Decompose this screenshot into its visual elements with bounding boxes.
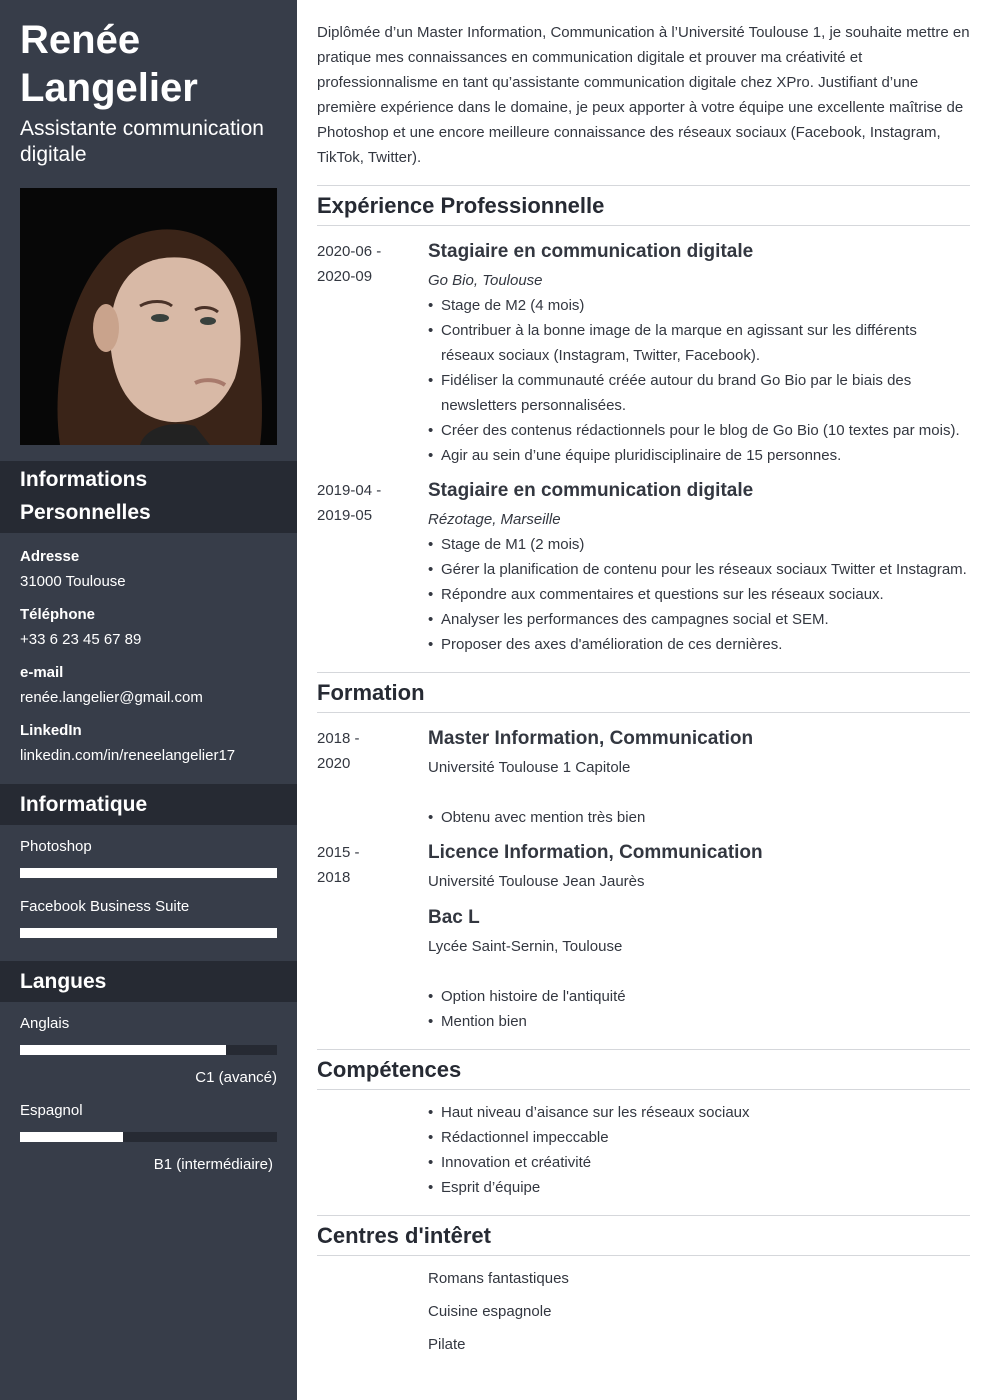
section-heading: Formation	[317, 672, 970, 713]
section-heading: Expérience Professionnelle	[317, 185, 970, 226]
list-item: • Analyser les performances des campagnes social et SEM.	[428, 607, 970, 632]
personal-info-heading: Informations Personnelles	[0, 461, 297, 533]
it-skills-heading: Informatique	[0, 784, 297, 825]
entry-bullets	[428, 984, 970, 1034]
entry-title: Bac L	[428, 907, 480, 928]
list-item: • Répondre aux commentaires et questions sur les réseaux sociaux.	[428, 582, 970, 607]
email-field: e-mail renée.langelier@gmail.com	[20, 664, 203, 706]
interests-section	[317, 1215, 970, 1357]
list-item: • Stage de M1 (2 mois)	[428, 532, 970, 557]
list-item: • Mention bien	[428, 1009, 970, 1034]
first-name: Renée	[20, 18, 141, 62]
phone-field: Téléphone +33 6 23 45 67 89	[20, 606, 142, 648]
list-item: • Gérer la planification de contenu pour les réseaux sociaux Twitter et Instagram.	[428, 557, 970, 582]
personal-info	[0, 533, 297, 766]
it-skill-item: Facebook Business Suite	[20, 897, 277, 938]
language-bar	[20, 1132, 277, 1142]
list-item: • Haut niveau d’aisance sur les réseaux sociaux	[428, 1100, 970, 1125]
profile-photo	[20, 188, 277, 445]
section-heading: Centres d'intêret	[317, 1215, 970, 1256]
experience-entry	[317, 478, 970, 657]
skills-section	[317, 1049, 970, 1200]
linkedin-field: LinkedIn linkedin.com/in/reneelangelier17	[20, 722, 236, 764]
list-item: • Stage de M2 (4 mois)	[428, 293, 970, 318]
list-item: • Innovation et créativité	[428, 1150, 970, 1175]
entry-date: 2015 - 2018	[317, 844, 360, 886]
skill-bar	[20, 928, 277, 938]
education-entry	[317, 840, 970, 1034]
languages	[0, 1002, 297, 1175]
list-item: • Proposer des axes d'amélioration de ces dernières.	[428, 632, 970, 657]
address-field: Adresse 31000 Toulouse	[20, 548, 126, 590]
list-item: • Créer des contenus rédactionnels pour le blog de Go Bio (10 textes par mois).	[428, 418, 970, 443]
list-item: • Esprit d’équipe	[428, 1175, 970, 1200]
entry-date: 2019-04 - 2019-05	[317, 482, 382, 524]
list-item: • Obtenu avec mention très bien	[428, 805, 970, 830]
it-skill-item: Photoshop	[20, 837, 277, 878]
entry-title: Licence Information, Communication	[428, 842, 763, 863]
entry-school: Université Toulouse Jean Jaurès	[428, 873, 645, 890]
entry-title: Stagiaire en communication digitale	[428, 241, 754, 262]
last-name: Langelier	[20, 66, 198, 110]
interest-item: Romans fantastiques	[428, 1270, 569, 1287]
entry-date: 2018 - 2020	[317, 730, 360, 772]
education-entry	[317, 726, 970, 830]
interest-item: Cuisine espagnole	[428, 1303, 552, 1320]
list-item: • Agir au sein d’une équipe pluridisciplinaire de 15 personnes.	[428, 443, 970, 468]
entry-company: Go Bio, Toulouse	[428, 272, 543, 289]
list-item: • Option histoire de l'antiquité	[428, 984, 970, 1009]
entry-bullets	[428, 293, 970, 468]
interests-list	[428, 1266, 970, 1357]
list-item: • Contribuer à la bonne image de la marque en agissant sur les différents réseaux sociaux (Instagram, Twitter, Facebook).	[428, 318, 970, 368]
entry-title: Master Information, Communication	[428, 728, 754, 749]
entry-school: Université Toulouse 1 Capitole	[428, 759, 631, 776]
education-section	[317, 672, 970, 1034]
entry-bullets	[428, 805, 970, 830]
experience-section	[317, 185, 970, 657]
sidebar	[0, 0, 297, 1400]
experience-entry	[317, 239, 970, 468]
entry-bullets	[428, 532, 970, 657]
portrait-image-icon	[20, 188, 277, 445]
entry-title: Stagiaire en communication digitale	[428, 480, 754, 501]
list-item: • Fidéliser la communauté créée autour du brand Go Bio par le biais des newsletters personnalisées.	[428, 368, 970, 418]
job-title: Assistante communication digitale	[20, 117, 264, 166]
languages-heading: Langues	[0, 961, 297, 1002]
language-item: Anglais C1 (avancé)	[20, 1015, 277, 1086]
interest-item: Pilate	[428, 1336, 466, 1353]
it-skills	[0, 825, 297, 938]
list-item: • Rédactionnel impeccable	[428, 1125, 970, 1150]
language-item: Espagnol B1 (intermédiaire)	[20, 1101, 277, 1175]
candidate-name	[20, 0, 277, 112]
skills-list	[428, 1100, 970, 1200]
main-content	[317, 0, 970, 1365]
section-heading: Compétences	[317, 1049, 970, 1090]
profile-summary: Diplômée d’un Master Information, Communication à l’Université Toulouse 1, je souhaite mettre en pratique mes connaissances en communication digitale et prouver ma créativité et professionnalisme en tant qu’assistante communication digitale chez XPro. Justifiant d’une première expérience dans le domaine, je peux apporter à votre équipe une excellente maîtrise de Photoshop et une encore meilleure connaissance des réseaux sociaux (Facebook, Instagram, TikTok, Twitter).	[317, 24, 970, 166]
entry-school: Lycée Saint-Sernin, Toulouse	[428, 938, 623, 955]
skill-bar	[20, 868, 277, 878]
entry-company: Rézotage, Marseille	[428, 511, 561, 528]
language-bar	[20, 1045, 277, 1055]
entry-date: 2020-06 - 2020-09	[317, 243, 382, 285]
